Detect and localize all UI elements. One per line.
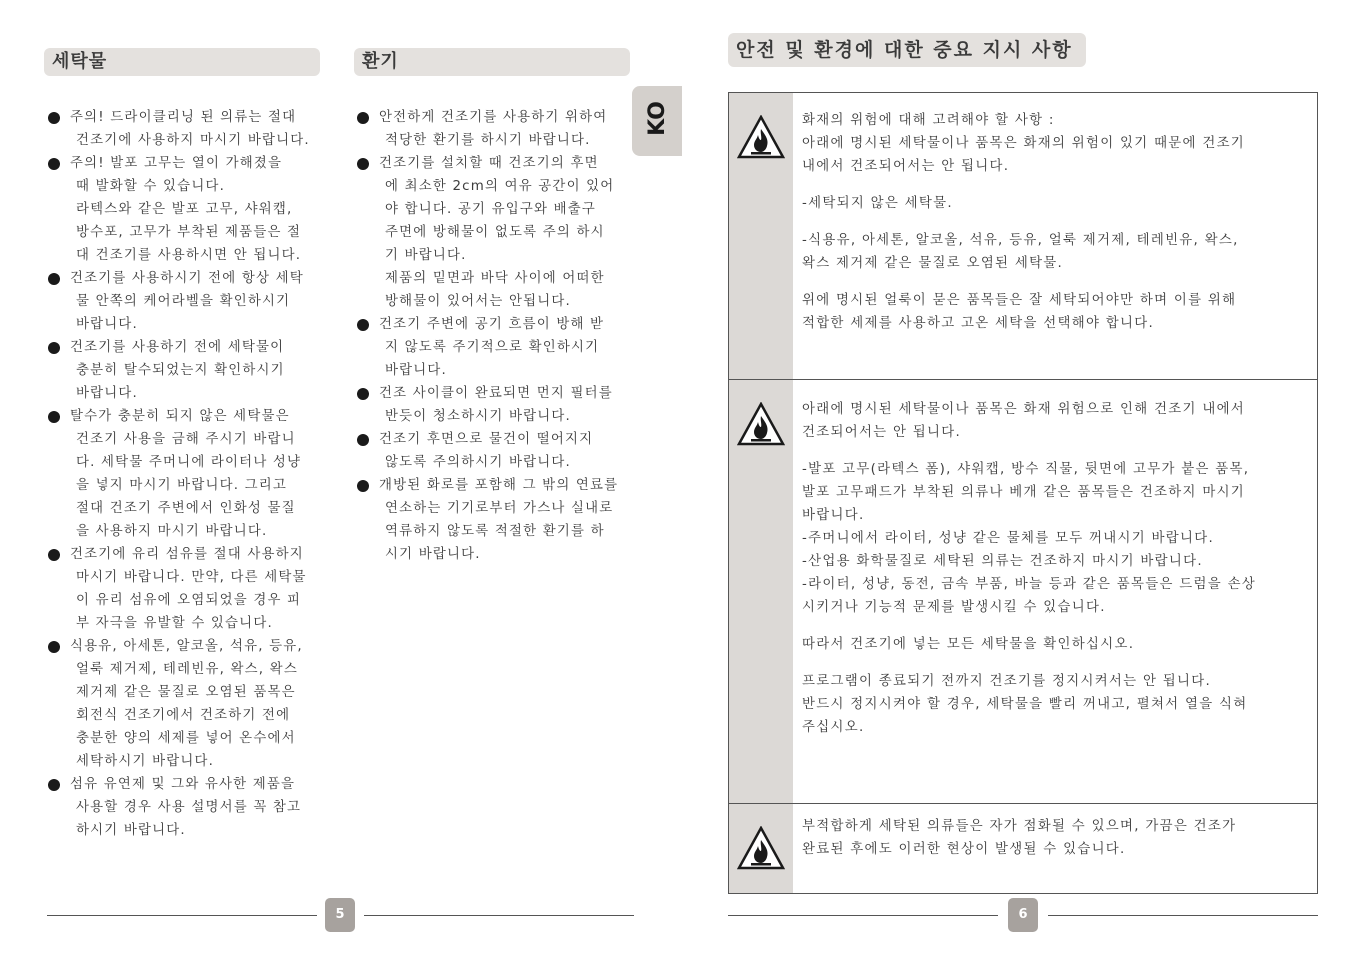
- list-item-continuation: 건조기에 사용하지 마시기 바랍니다.: [76, 133, 310, 148]
- list-item-continuation: 대 건조기를 사용하시면 안 됩니다.: [76, 248, 302, 263]
- list-item-continuation: 야 합니다. 공기 유입구와 배출구: [385, 202, 597, 217]
- warning-line: 시키거나 기능적 문제를 발생시킬 수 있습니다.: [802, 600, 1106, 615]
- list-item-continuation: 충분한 양의 세제를 넣어 온수에서: [76, 731, 296, 746]
- page-number-right: 6: [1008, 898, 1038, 932]
- list-item-continuation: 절대 건조기 주변에서 인화성 물질: [76, 501, 296, 516]
- language-tab: [632, 86, 682, 156]
- safety-section-title: 안전 및 환경에 대한 중요 지시 사항: [728, 33, 1086, 67]
- laundry-list: [48, 106, 348, 842]
- footer-divider-right: [728, 915, 998, 916]
- list-item: 건조 사이클이 완료되면 먼지 필터를: [357, 382, 647, 405]
- list-item-continuation: 하시기 바랍니다.: [76, 823, 186, 838]
- laundry-section-title: 세탁물: [44, 48, 320, 76]
- footer-divider-left: [47, 915, 317, 916]
- list-item-continuation: 건조기 사용을 금해 주시기 바랍니: [76, 432, 296, 447]
- list-item: 건조기 주변에 공기 흐름이 방해 받: [357, 313, 647, 336]
- warning-line: 부적합하게 세탁된 의류들은 자가 점화될 수 있으며, 가끔은 건조가: [802, 819, 1237, 834]
- list-item-continuation: 방수포, 고무가 부착된 제품들은 절: [76, 225, 302, 240]
- warning-table: [728, 92, 1318, 894]
- list-item: 식용유, 아세톤, 알코올, 석유, 등유,: [48, 635, 348, 658]
- warning-line: 위에 명시된 얼룩이 묻은 품목들은 잘 세탁되어야만 하며 이를 위해: [802, 293, 1237, 308]
- list-item: 건조기를 사용하시기 전에 항상 세탁: [48, 267, 348, 290]
- warning-line: 건조되어서는 안 됩니다.: [802, 425, 962, 440]
- list-item-continuation: 바랍니다.: [76, 317, 138, 332]
- warning-line: 화재의 위험에 대해 고려해야 할 사항 :: [802, 113, 1055, 128]
- list-item-continuation: 지 않도록 주기적으로 확인하시기: [385, 340, 600, 355]
- warning-row: [729, 804, 1317, 893]
- list-item-continuation: 충분히 탈수되었는지 확인하시기: [76, 363, 285, 378]
- list-item: 건조기 후면으로 물건이 떨어지지: [357, 428, 647, 451]
- list-item: 탈수가 충분히 되지 않은 세탁물은: [48, 405, 348, 428]
- list-item-continuation: 에 최소한 2cm의 여유 공간이 있어: [385, 179, 615, 194]
- list-item-continuation: 얼룩 제거제, 테레빈유, 왁스, 왁스: [76, 662, 298, 677]
- list-item-continuation: 마시기 바랍니다. 만약, 다른 세탁물: [76, 570, 307, 585]
- page-number-left: 5: [325, 898, 355, 932]
- list-item-continuation: 않도록 주의하시기 바랍니다.: [385, 455, 571, 470]
- warning-line: -세탁되지 않은 세탁물.: [802, 196, 953, 211]
- list-item-continuation: 이 유리 섬유에 오염되었을 경우 피: [76, 593, 302, 608]
- warning-line: 반드시 정지시켜야 할 경우, 세탁물을 빨리 꺼내고, 펼쳐서 열을 식혀: [802, 697, 1248, 712]
- warning-row: [729, 380, 1317, 803]
- list-item-continuation: 바랍니다.: [76, 386, 138, 401]
- list-item: 건조기를 설치할 때 건조기의 후면: [357, 152, 647, 175]
- list-item-continuation: 주면에 방해물이 없도록 주의 하시: [385, 225, 605, 240]
- list-item-continuation: 제거제 같은 물질로 오염된 품목은: [76, 685, 296, 700]
- warning-line: -산업용 화학물질로 세탁된 의류는 건조하지 마시기 바랍니다.: [802, 554, 1203, 569]
- footer-divider-right: [1048, 915, 1318, 916]
- list-item: 건조기에 유리 섬유를 절대 사용하지: [48, 543, 348, 566]
- flammable-warning-icon: [737, 402, 785, 446]
- list-item-continuation: 세탁하시기 바랍니다.: [76, 754, 215, 769]
- warning-line: -주머니에서 라이터, 성냥 같은 물체를 모두 꺼내시기 바랍니다.: [802, 531, 1215, 546]
- list-item-continuation: 다. 세탁물 주머니에 라이터나 성냥: [76, 455, 302, 470]
- list-item-continuation: 부 자극을 유발할 수 있습니다.: [76, 616, 273, 631]
- list-item-continuation: 역류하지 않도록 적절한 환기를 하: [385, 524, 605, 539]
- list-item: 안전하게 건조기를 사용하기 위하여: [357, 106, 647, 129]
- list-item: 섬유 유연제 및 그와 유사한 제품을: [48, 773, 348, 796]
- list-item-continuation: 연소하는 기기로부터 가스나 실내로: [385, 501, 614, 516]
- warning-line: 아래에 명시된 세탁물이나 품목은 화재의 위험이 있기 때문에 건조기: [802, 136, 1246, 151]
- warning-line: 아래에 명시된 세탁물이나 품목은 화재 위험으로 인해 건조기 내에서: [802, 402, 1246, 417]
- warning-line: 완료된 후에도 이러한 현상이 발생될 수 있습니다.: [802, 842, 1126, 857]
- ventilation-section-title: 환기: [354, 48, 630, 76]
- warning-icon-cell: [729, 93, 793, 379]
- warning-icon-cell: [729, 380, 793, 803]
- warning-line: -라이터, 성냥, 동전, 금속 부품, 바늘 등과 같은 품목들은 드럼을 손상: [802, 577, 1257, 592]
- list-item-continuation: 을 넣지 마시기 바랍니다. 그리고: [76, 478, 288, 493]
- warning-line: 적합한 세제를 사용하고 고온 세탁을 선택해야 합니다.: [802, 316, 1155, 331]
- list-item: 주의! 드라이클리닝 된 의류는 절대: [48, 106, 348, 129]
- warning-line: 내에서 건조되어서는 안 됩니다.: [802, 159, 1010, 174]
- warning-line: 프로그램이 종료되기 전까지 건조기를 정지시켜서는 안 됩니다.: [802, 674, 1212, 689]
- list-item-continuation: 을 사용하지 마시기 바랍니다.: [76, 524, 268, 539]
- language-tab-label: KO: [644, 101, 670, 136]
- list-item-continuation: 시기 바랍니다.: [385, 547, 481, 562]
- warning-text: [802, 815, 1309, 861]
- list-item-continuation: 반듯이 청소하시기 바랍니다.: [385, 409, 571, 424]
- list-item-continuation: 방해물이 있어서는 안됩니다.: [385, 294, 571, 309]
- warning-line: 바랍니다.: [802, 508, 865, 523]
- ventilation-list: [357, 106, 647, 566]
- warning-text: [802, 398, 1309, 739]
- list-item: 건조기를 사용하기 전에 세탁물이: [48, 336, 348, 359]
- list-item-continuation: 사용할 경우 사용 설명서를 꼭 참고: [76, 800, 302, 815]
- list-item: 주의! 발포 고무는 열이 가해졌을: [48, 152, 348, 175]
- warning-line: 따라서 건조기에 넣는 모든 세탁물을 확인하십시오.: [802, 637, 1135, 652]
- warning-row: [729, 93, 1317, 379]
- list-item-continuation: 제품의 밑면과 바닥 사이에 어떠한: [385, 271, 605, 286]
- warning-line: 발포 고무패드가 부착된 의류나 베개 같은 품목들은 건조하지 마시기: [802, 485, 1246, 500]
- list-item-continuation: 회전식 건조기에서 건조하기 전에: [76, 708, 291, 723]
- warning-line: 주십시오.: [802, 720, 865, 735]
- warning-line: -발포 고무(라텍스 폼), 샤워캡, 방수 직물, 뒷면에 고무가 붙은 품목,: [802, 462, 1250, 477]
- flammable-warning-icon: [737, 115, 785, 159]
- list-item-continuation: 라텍스와 같은 발포 고무, 샤워캡,: [76, 202, 293, 217]
- warning-line: -식용유, 아세톤, 알코올, 석유, 등유, 얼룩 제거제, 테레빈유, 왁스,: [802, 233, 1239, 248]
- footer-divider-left: [364, 915, 634, 916]
- list-item-continuation: 기 바랍니다.: [385, 248, 467, 263]
- list-item: 개방된 화로를 포함해 그 밖의 연료를: [357, 474, 647, 497]
- list-item-continuation: 때 발화할 수 있습니다.: [76, 179, 226, 194]
- warning-icon-cell: [729, 804, 793, 893]
- flammable-warning-icon: [737, 826, 785, 870]
- list-item-continuation: 바랍니다.: [385, 363, 447, 378]
- warning-line: 왁스 제거제 같은 물질로 오염된 세탁물.: [802, 256, 1064, 271]
- list-item-continuation: 물 안쪽의 케어라벨을 확인하시기: [76, 294, 291, 309]
- warning-text: [802, 109, 1309, 335]
- list-item-continuation: 적당한 환기를 하시기 바랍니다.: [385, 133, 591, 148]
